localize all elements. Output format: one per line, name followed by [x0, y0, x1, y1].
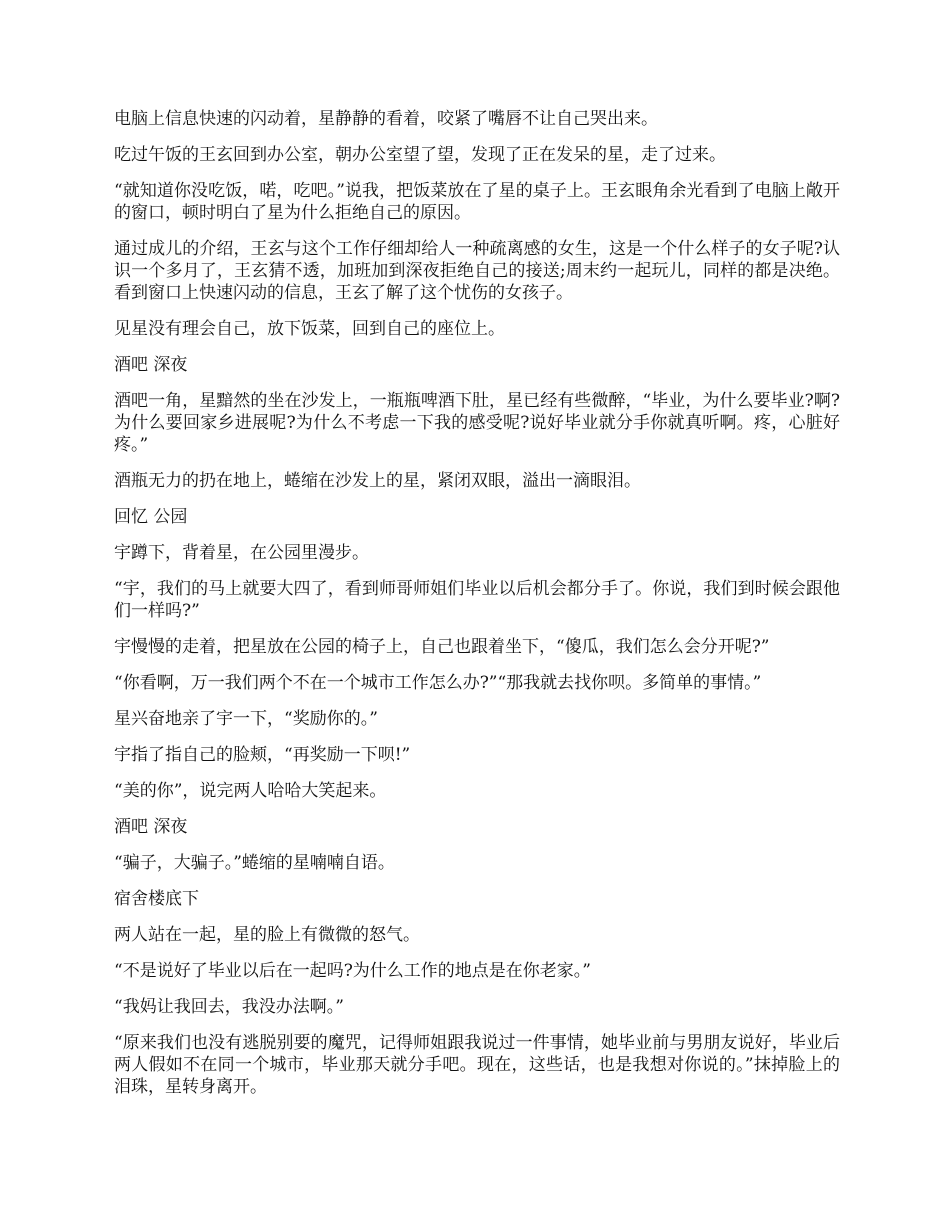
paragraph: “就知道你没吃饭，喏，吃吧。”说我，把饭菜放在了星的桌子上。王玄眼角余光看到了电脑上敞开的窗口，顿时明白了星为什么拒绝自己的原因。 — [114, 181, 840, 223]
paragraph: “宇，我们的马上就要大四了，看到师哥师姐们毕业以后机会都分手了。你说，我们到时候会跟他们一样吗?” — [114, 579, 840, 621]
paragraph: 星兴奋地亲了宇一下，“奖励你的。” — [114, 709, 378, 729]
paragraph: 宇指了指自己的脸颊，“再奖励一下呗!” — [114, 745, 411, 765]
paragraph: 酒吧一角，星黯然的坐在沙发上，一瓶瓶啤酒下肚，星已经有些微醉，“毕业，为什么要毕业?啊?为什么要回家乡进展呢?为什么不考虑一下我的感受呢?说好毕业就分手你就真听啊。疼，心脏好疼。” — [114, 391, 840, 455]
paragraph: 酒瓶无力的扔在地上，蜷缩在沙发上的星，紧闭双眼，溢出一滴眼泪。 — [114, 471, 641, 491]
scene-heading: 酒吧 深夜 — [114, 355, 188, 375]
document-body — [114, 108, 840, 1112]
paragraph: “不是说好了毕业以后在一起吗?为什么工作的地点是在你老家。” — [114, 961, 591, 981]
paragraph: 通过成儿的介绍，王玄与这个工作仔细却给人一种疏离感的女生，这是一个什么样子的女子呢?认识一个多月了，王玄猜不透，加班加到深夜拒绝自己的接送;周末约一起玩儿，同样的都是决绝。看到窗口上快速闪动的信息，王玄了解了这个忧伤的女孩子。 — [114, 239, 840, 303]
paragraph: 见星没有理会自己，放下饭菜，回到自己的座位上。 — [114, 319, 505, 339]
paragraph: “我妈让我回去，我没办法啊。” — [114, 997, 344, 1017]
scene-heading: 回忆 公园 — [114, 507, 188, 527]
paragraph: 宇慢慢的走着，把星放在公园的椅子上，自己也跟着坐下，“傻瓜，我们怎么会分开呢?” — [114, 637, 770, 657]
scene-heading: 酒吧 深夜 — [114, 817, 188, 837]
paragraph: “你看啊，万一我们两个不在一个城市工作怎么办?”“那我就去找你呗。多简单的事情。” — [114, 673, 762, 693]
paragraph: “原来我们也没有逃脱别要的魔咒，记得师姐跟我说过一件事情，她毕业前与男朋友说好，毕业后两人假如不在同一个城市，毕业那天就分手吧。现在，这些话，也是我想对你说的。”抹掉脸上的泪珠，星转身离开。 — [114, 1033, 840, 1097]
paragraph: 电脑上信息快速的闪动着，星静静的看着，咬紧了嘴唇不让自己哭出来。 — [114, 109, 658, 129]
paragraph: “美的你”，说完两人哈哈大笑起来。 — [114, 781, 387, 801]
paragraph: 宇蹲下，背着星，在公园里漫步。 — [114, 543, 369, 563]
paragraph: “骗子，大骗子。”蜷缩的星喃喃自语。 — [114, 853, 395, 873]
paragraph: 两人站在一起，星的脸上有微微的怒气。 — [114, 925, 420, 945]
paragraph: 吃过午饭的王玄回到办公室，朝办公室望了望，发现了正在发呆的星，走了过来。 — [114, 145, 726, 165]
scene-heading: 宿舍楼底下 — [114, 889, 199, 909]
